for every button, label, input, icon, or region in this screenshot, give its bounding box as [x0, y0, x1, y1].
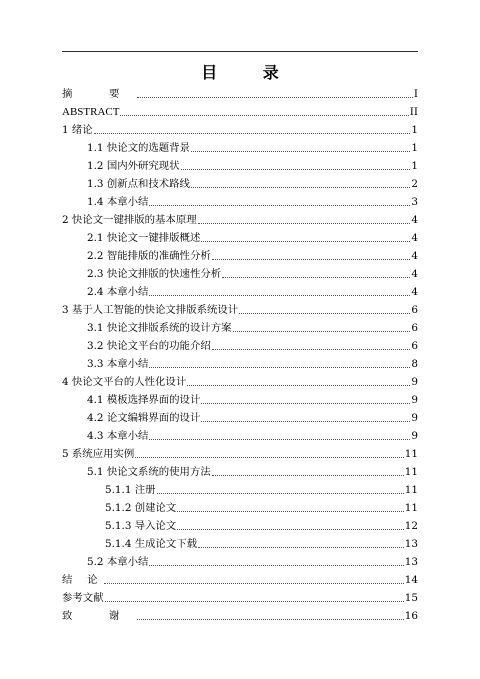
toc-entry-page: 6: [411, 322, 418, 334]
toc-entry-title: 3.1 快论文排版系统的设计方案: [87, 322, 232, 334]
toc-entry[interactable]: [62, 208, 418, 226]
toc-entry-page: 1: [411, 142, 418, 154]
toc-entry[interactable]: [62, 118, 418, 136]
toc-entry-page: 6: [411, 304, 418, 316]
toc-entry-page: 3: [411, 196, 418, 208]
toc-leader-dots: [149, 438, 410, 440]
toc-entry[interactable]: [62, 388, 418, 406]
toc-entry[interactable]: [62, 172, 418, 190]
toc-entry[interactable]: [62, 460, 418, 478]
toc-leader-dots: [181, 168, 411, 170]
toc-entry-page: 9: [411, 376, 418, 388]
page-title: 目 录: [201, 63, 299, 82]
toc-leader-dots: [201, 402, 410, 404]
toc-entry-page: 8: [411, 358, 418, 370]
toc-entry[interactable]: [62, 190, 418, 208]
toc-entry-title: 参考文献: [62, 592, 104, 604]
toc-entry[interactable]: [62, 586, 418, 604]
toc-leader-dots: [135, 456, 404, 458]
toc-entry[interactable]: [62, 568, 418, 586]
toc-entry-title: 4.1 模板选择界面的设计: [87, 394, 201, 406]
toc-entry[interactable]: [62, 406, 418, 424]
toc-entry-title: 1.4 本章小结: [87, 196, 149, 208]
toc-entry[interactable]: [62, 352, 418, 370]
toc-leader-dots: [212, 258, 411, 260]
toc-entry-page: 16: [404, 610, 418, 622]
toc-entry[interactable]: [62, 334, 418, 352]
toc-entry-title: 4.3 本章小结: [87, 430, 149, 442]
toc-leader-dots: [191, 186, 410, 188]
toc-entry-title: 1.1 快论文的选题背景: [87, 142, 190, 154]
toc-entry[interactable]: [62, 604, 418, 622]
toc-entry[interactable]: [62, 532, 418, 550]
toc-entry-page: 11: [404, 448, 418, 460]
toc-entry-title: 5.1.2 创建论文: [105, 502, 177, 514]
toc-entry[interactable]: [62, 154, 418, 172]
toc-entry-title: 3.3 本章小结: [87, 358, 149, 370]
toc-entry-page: 15: [404, 592, 418, 604]
toc-leader-dots: [104, 582, 404, 584]
toc-entry-page: 2: [411, 178, 418, 190]
toc-leader-dots: [94, 132, 411, 134]
toc-entry-title: 1.2 国内外研究现状: [87, 160, 180, 172]
toc-entry-page: 13: [404, 538, 418, 550]
toc-entry-title: ABSTRACT: [62, 106, 120, 118]
toc-leader-dots: [149, 366, 410, 368]
toc-entry-page: II: [409, 106, 418, 118]
toc-entry[interactable]: [62, 136, 418, 154]
header-rule: [62, 51, 418, 52]
toc-entry[interactable]: [62, 424, 418, 442]
toc-leader-dots: [222, 276, 410, 278]
toc-entry[interactable]: [62, 316, 418, 334]
toc-entry[interactable]: [62, 100, 418, 118]
toc-entry[interactable]: [62, 550, 418, 568]
toc-leader-dots: [137, 96, 413, 98]
toc-entry-title: 5 系统应用实例: [62, 448, 135, 460]
toc-entry-title: 4 快论文平台的人性化设计: [62, 376, 187, 388]
toc-entry-page: 13: [404, 556, 418, 568]
toc-leader-dots: [198, 546, 404, 548]
toc-list: [62, 82, 418, 622]
toc-entry-page: 11: [404, 484, 418, 496]
toc-entry-page: 11: [404, 502, 418, 514]
toc-entry[interactable]: [62, 478, 418, 496]
toc-leader-dots: [198, 222, 411, 224]
toc-entry[interactable]: [62, 226, 418, 244]
toc-entry-page: 4: [411, 268, 418, 280]
toc-entry-page: 11: [404, 466, 418, 478]
toc-entry-page: 4: [411, 250, 418, 262]
toc-entry[interactable]: [62, 442, 418, 460]
toc-leader-dots: [191, 150, 410, 152]
toc-leader-dots: [177, 528, 403, 530]
toc-entry-title: 2.4 本章小结: [87, 286, 149, 298]
toc-entry[interactable]: [62, 262, 418, 280]
toc-entry-title: 1.3 创新点和技术路线: [87, 178, 190, 190]
toc-entry-page: 4: [411, 214, 418, 226]
toc-leader-dots: [233, 330, 411, 332]
toc-leader-dots: [187, 384, 410, 386]
toc-leader-dots: [149, 564, 403, 566]
toc-entry-title: 2.3 快论文排版的快速性分析: [87, 268, 222, 280]
toc-entry-page: 1: [411, 124, 418, 136]
toc-entry-title: 5.1.1 注册: [105, 484, 156, 496]
toc-leader-dots: [149, 294, 410, 296]
toc-entry[interactable]: [62, 82, 418, 100]
toc-entry-page: 6: [411, 340, 418, 352]
toc-entry-page: 9: [411, 412, 418, 424]
toc-entry-page: 4: [411, 286, 418, 298]
toc-leader-dots: [157, 492, 404, 494]
toc-entry[interactable]: [62, 298, 418, 316]
toc-entry-title: 5.2 本章小结: [87, 556, 149, 568]
toc-leader-dots: [105, 600, 404, 602]
toc-entry-title: 2.1 快论文一键排版概述: [87, 232, 201, 244]
toc-entry-title: 5.1.4 生成论文下载: [105, 538, 198, 550]
toc-leader-dots: [201, 420, 410, 422]
toc-entry[interactable]: [62, 496, 418, 514]
toc-entry[interactable]: [62, 244, 418, 262]
toc-leader-dots: [201, 240, 410, 242]
toc-entry-page: 14: [404, 574, 418, 586]
toc-entry-page: 1: [411, 160, 418, 172]
toc-entry-title: 5.1 快论文系统的使用方法: [87, 466, 211, 478]
toc-entry-title: 3.2 快论文平台的功能介绍: [87, 340, 211, 352]
toc-entry-title: 摘 要: [62, 88, 137, 100]
toc-entry-title: 2.2 智能排版的准确性分析: [87, 250, 211, 262]
toc-entry-title: 4.2 论文编辑界面的设计: [87, 412, 201, 424]
toc-entry-page: 4: [411, 232, 418, 244]
toc-entry[interactable]: [62, 280, 418, 298]
toc-leader-dots: [212, 348, 411, 350]
toc-entry-page: 12: [404, 520, 418, 532]
toc-entry-title: 3 基于人工智能的快论文排版系统设计: [62, 304, 239, 316]
toc-entry-page: 9: [411, 394, 418, 406]
toc-leader-dots: [239, 312, 410, 314]
toc-entry-title: 结 论: [62, 574, 104, 586]
toc-entry-title: 5.1.3 导入论文: [105, 520, 177, 532]
toc-entry-title: 致 谢: [62, 610, 137, 622]
toc-leader-dots: [212, 474, 404, 476]
toc-leader-dots: [137, 618, 404, 620]
toc-entry-title: 1 绪论: [62, 124, 93, 136]
toc-leader-dots: [120, 114, 408, 116]
toc-leader-dots: [149, 204, 410, 206]
toc-leader-dots: [177, 510, 403, 512]
toc-entry[interactable]: [62, 370, 418, 388]
toc-entry[interactable]: [62, 514, 418, 532]
toc-entry-page: I: [413, 88, 418, 100]
toc-entry-page: 9: [411, 430, 418, 442]
toc-entry-title: 2 快论文一键排版的基本原理: [62, 214, 197, 226]
